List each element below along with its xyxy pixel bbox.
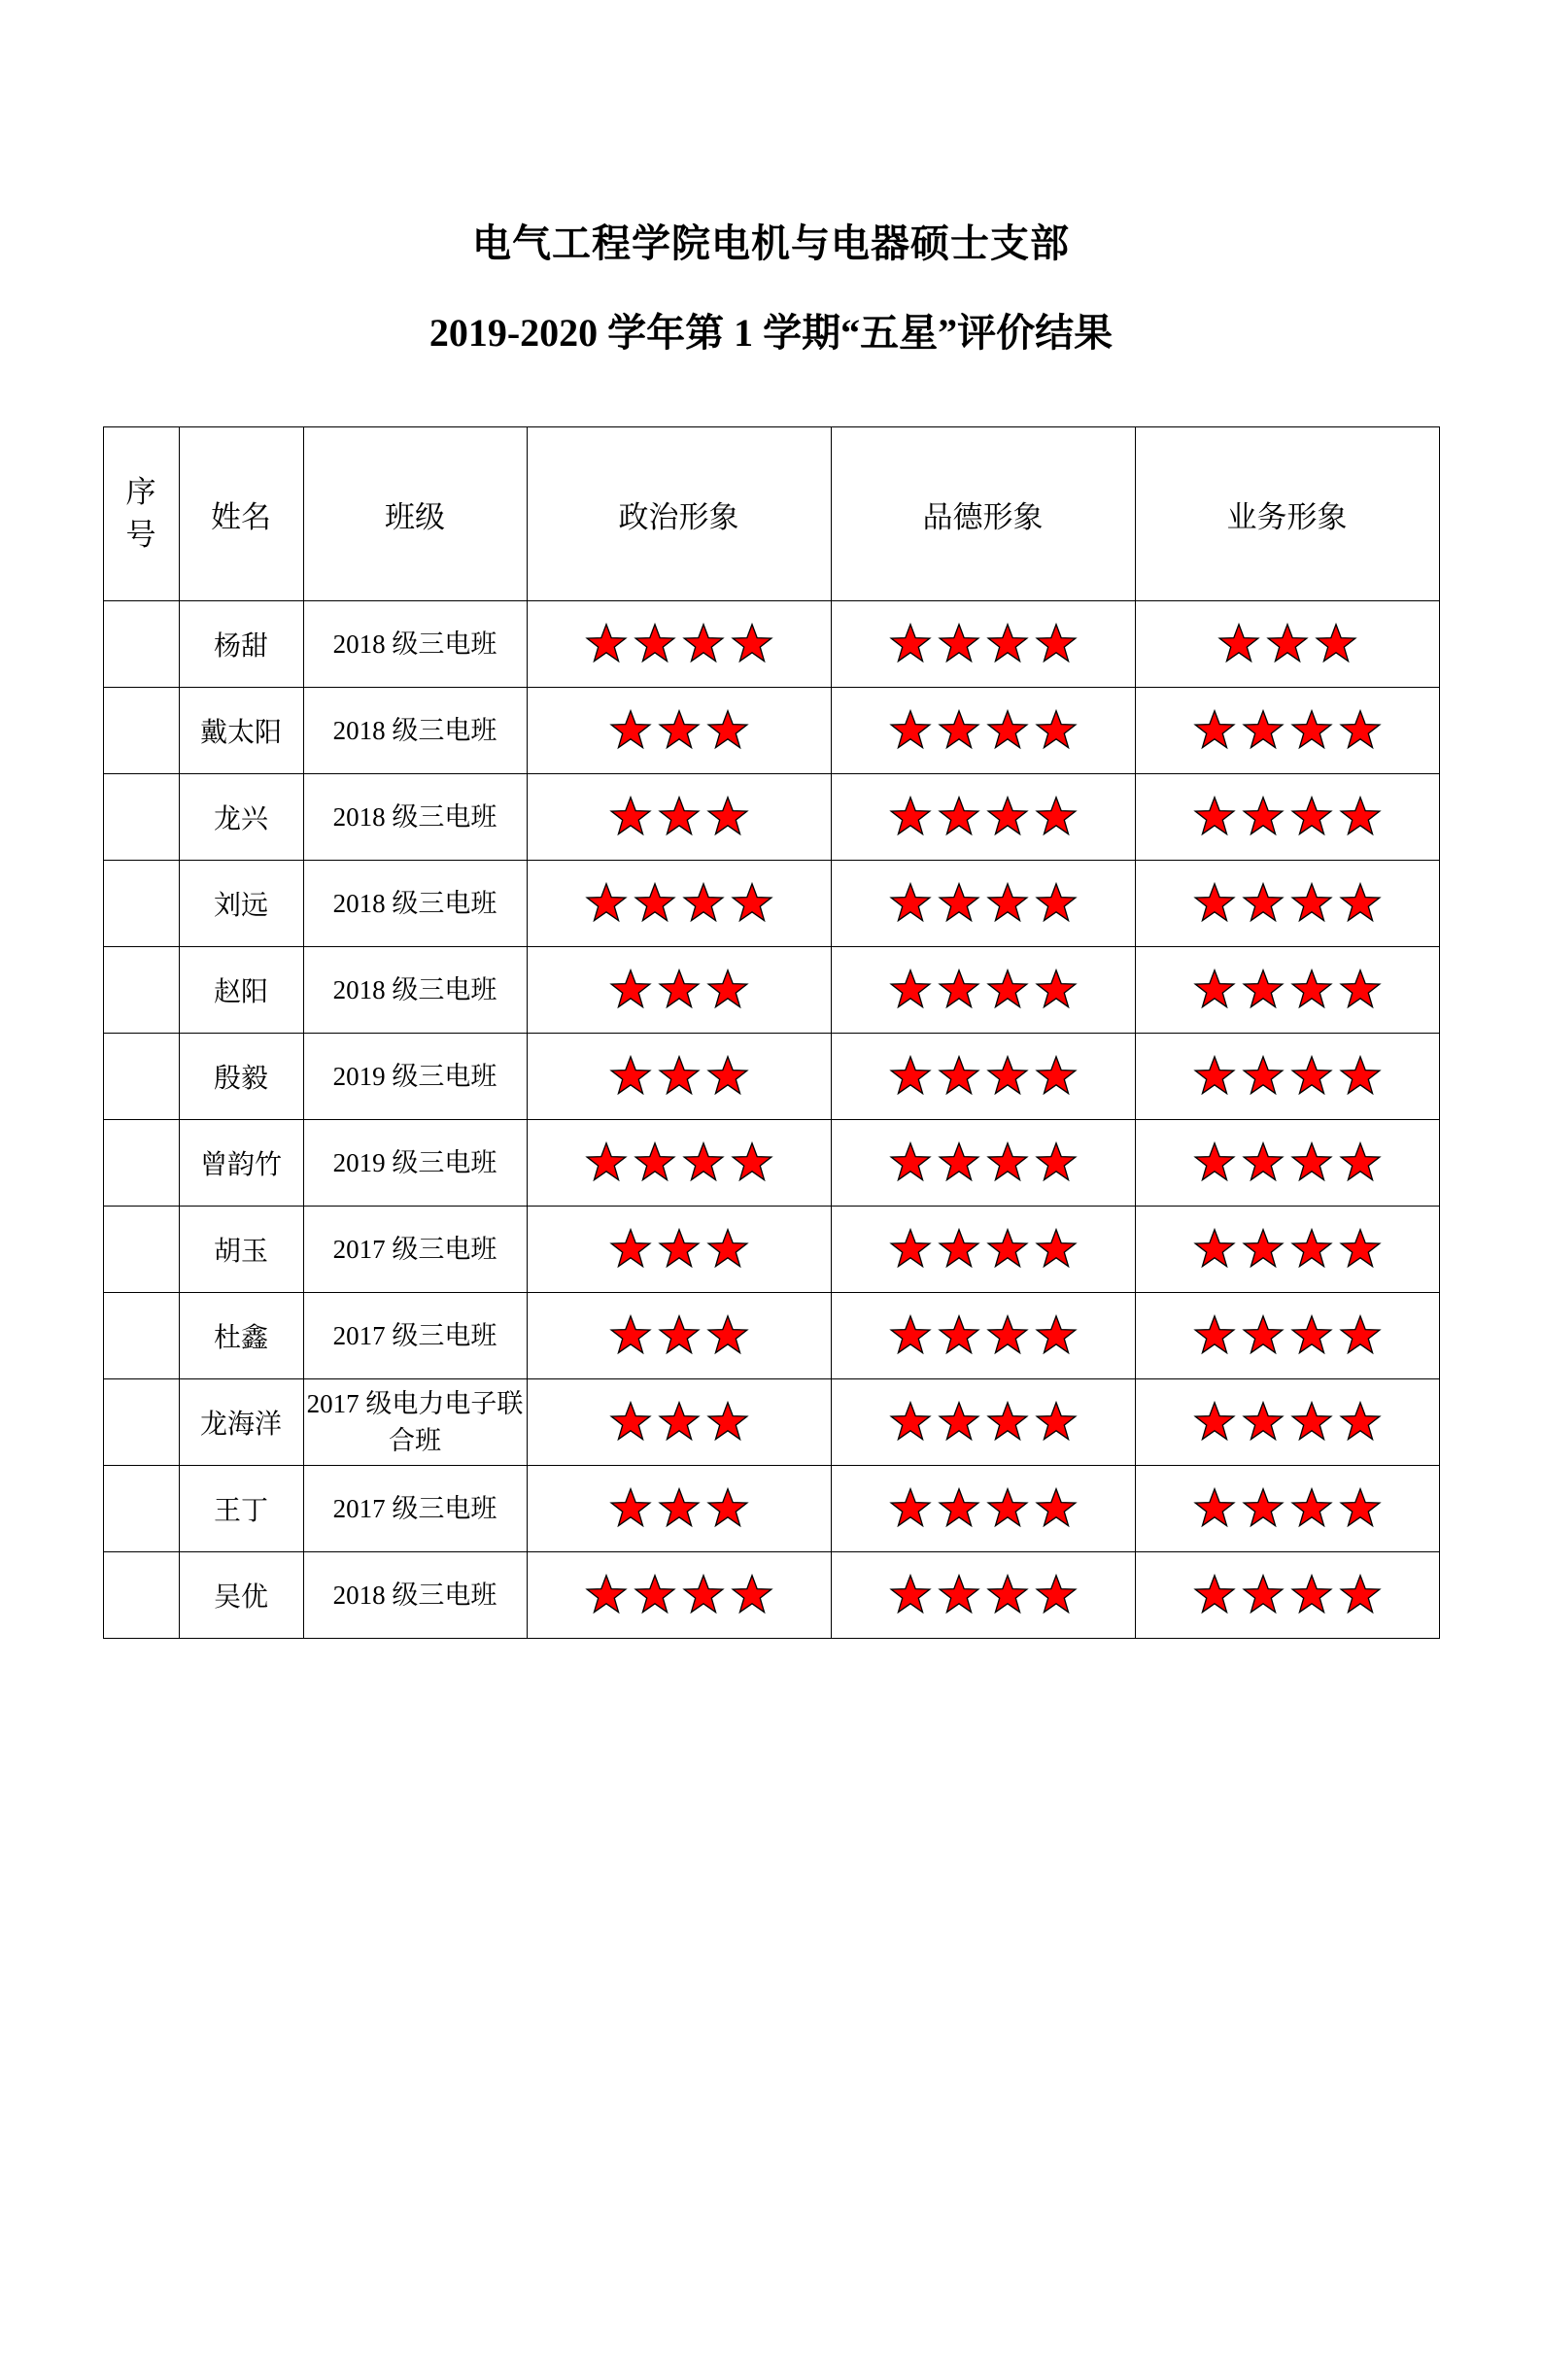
table-row xyxy=(103,688,1439,774)
star-icon xyxy=(938,1487,980,1530)
star-icon xyxy=(706,969,749,1011)
star-icon xyxy=(731,623,773,665)
star-icon xyxy=(658,1055,701,1098)
star-icon xyxy=(609,1055,652,1098)
star-rating-moral xyxy=(832,1379,1135,1465)
cell-political-image xyxy=(527,1120,831,1207)
star-icon xyxy=(1193,969,1236,1011)
star-icon xyxy=(658,1314,701,1357)
star-icon xyxy=(706,1055,749,1098)
star-icon xyxy=(1290,1055,1333,1098)
star-rating-political xyxy=(528,1207,831,1292)
star-rating-professional xyxy=(1136,947,1439,1033)
star-rating-professional xyxy=(1136,1552,1439,1638)
star-icon xyxy=(1242,1141,1285,1184)
star-icon xyxy=(609,1314,652,1357)
star-icon xyxy=(1035,1574,1078,1616)
star-icon xyxy=(1290,969,1333,1011)
cell-class: 2018 级三电班 xyxy=(303,688,527,774)
star-icon xyxy=(938,882,980,925)
table-header xyxy=(103,427,1439,601)
star-icon xyxy=(1193,796,1236,838)
cell-political-image xyxy=(527,601,831,688)
cell-professional-image xyxy=(1135,1034,1439,1120)
cell-index xyxy=(103,1552,179,1639)
star-icon xyxy=(1242,796,1285,838)
document-title xyxy=(0,199,1542,378)
cell-index xyxy=(103,1466,179,1552)
star-rating-political xyxy=(528,1552,831,1638)
cell-name: 王丁 xyxy=(179,1466,303,1552)
cell-moral-image xyxy=(831,947,1135,1034)
star-rating-professional xyxy=(1136,1466,1439,1551)
star-icon xyxy=(1242,1228,1285,1271)
star-icon xyxy=(585,882,628,925)
star-icon xyxy=(938,1228,980,1271)
cell-class: 2017 级电力电子联合班 xyxy=(303,1379,527,1466)
star-icon xyxy=(634,1141,676,1184)
star-icon xyxy=(1290,1574,1333,1616)
star-icon xyxy=(938,1314,980,1357)
star-icon xyxy=(1242,1487,1285,1530)
star-icon xyxy=(1290,1314,1333,1357)
cell-professional-image xyxy=(1135,1207,1439,1293)
star-icon xyxy=(986,796,1029,838)
column-header-professional-image: 业务形象 xyxy=(1135,427,1439,601)
star-icon xyxy=(1242,1401,1285,1444)
cell-index xyxy=(103,1293,179,1379)
column-header-index-char1: 序 xyxy=(125,475,156,509)
star-rating-professional xyxy=(1136,774,1439,860)
star-icon xyxy=(706,1487,749,1530)
star-icon xyxy=(634,1574,676,1616)
star-icon xyxy=(658,1487,701,1530)
star-icon xyxy=(609,796,652,838)
star-icon xyxy=(1035,969,1078,1011)
cell-political-image xyxy=(527,1552,831,1639)
star-icon xyxy=(938,1141,980,1184)
star-icon xyxy=(1193,1228,1236,1271)
star-rating-professional xyxy=(1136,1207,1439,1292)
cell-index xyxy=(103,1120,179,1207)
star-rating-moral xyxy=(832,1552,1135,1638)
table-row xyxy=(103,1466,1439,1552)
cell-name: 龙海洋 xyxy=(179,1379,303,1466)
star-icon xyxy=(889,1401,932,1444)
star-rating-professional xyxy=(1136,861,1439,946)
star-icon xyxy=(706,1314,749,1357)
column-header-name: 姓名 xyxy=(179,427,303,601)
star-icon xyxy=(1339,1141,1382,1184)
star-rating-professional xyxy=(1136,688,1439,773)
cell-political-image xyxy=(527,1466,831,1552)
star-icon xyxy=(585,1574,628,1616)
cell-political-image xyxy=(527,1379,831,1466)
star-icon xyxy=(986,1314,1029,1357)
table-row xyxy=(103,1120,1439,1207)
star-icon xyxy=(1339,796,1382,838)
star-icon xyxy=(1315,623,1357,665)
star-rating-professional xyxy=(1136,1379,1439,1465)
table-body xyxy=(103,601,1439,1639)
cell-name: 赵阳 xyxy=(179,947,303,1034)
star-rating-political xyxy=(528,1293,831,1378)
cell-name: 戴太阳 xyxy=(179,688,303,774)
star-icon xyxy=(1193,1401,1236,1444)
cell-name: 杜鑫 xyxy=(179,1293,303,1379)
star-icon xyxy=(585,1141,628,1184)
cell-class: 2017 级三电班 xyxy=(303,1293,527,1379)
cell-name: 刘远 xyxy=(179,861,303,947)
cell-index xyxy=(103,1034,179,1120)
star-icon xyxy=(706,1228,749,1271)
column-header-moral-image: 品德形象 xyxy=(831,427,1135,601)
title-line-1: 电气工程学院电机与电器硕士支部 xyxy=(472,221,1070,265)
star-icon xyxy=(986,623,1029,665)
star-icon xyxy=(609,709,652,752)
star-icon xyxy=(1339,1228,1382,1271)
title-line-2: 2019-2020 学年第 1 学期“五星”评价结果 xyxy=(428,311,1114,355)
star-icon xyxy=(1193,709,1236,752)
star-icon xyxy=(938,1055,980,1098)
star-icon xyxy=(986,709,1029,752)
star-icon xyxy=(706,1401,749,1444)
star-icon xyxy=(585,623,628,665)
table-row xyxy=(103,774,1439,861)
star-icon xyxy=(889,1055,932,1098)
cell-professional-image xyxy=(1135,1552,1439,1639)
star-icon xyxy=(1339,1055,1382,1098)
star-icon xyxy=(658,1228,701,1271)
table-row xyxy=(103,601,1439,688)
cell-moral-image xyxy=(831,601,1135,688)
star-icon xyxy=(1035,1141,1078,1184)
star-icon xyxy=(731,1574,773,1616)
cell-index xyxy=(103,861,179,947)
star-icon xyxy=(1193,1574,1236,1616)
star-icon xyxy=(1035,623,1078,665)
star-rating-moral xyxy=(832,601,1135,687)
cell-name: 吴优 xyxy=(179,1552,303,1639)
star-icon xyxy=(1242,969,1285,1011)
star-rating-political xyxy=(528,688,831,773)
star-rating-political xyxy=(528,947,831,1033)
star-icon xyxy=(1290,1141,1333,1184)
star-icon xyxy=(706,709,749,752)
star-icon xyxy=(1339,969,1382,1011)
cell-moral-image xyxy=(831,1379,1135,1466)
star-icon xyxy=(1242,882,1285,925)
star-icon xyxy=(1290,796,1333,838)
cell-moral-image xyxy=(831,1466,1135,1552)
star-icon xyxy=(682,623,725,665)
cell-class: 2018 级三电班 xyxy=(303,1552,527,1639)
cell-class: 2017 级三电班 xyxy=(303,1207,527,1293)
star-icon xyxy=(1193,1055,1236,1098)
cell-moral-image xyxy=(831,1120,1135,1207)
star-rating-moral xyxy=(832,1120,1135,1206)
cell-name: 胡玉 xyxy=(179,1207,303,1293)
star-icon xyxy=(658,709,701,752)
cell-political-image xyxy=(527,861,831,947)
star-icon xyxy=(658,796,701,838)
table-row xyxy=(103,1379,1439,1466)
star-icon xyxy=(609,1401,652,1444)
cell-class: 2019 级三电班 xyxy=(303,1120,527,1207)
star-rating-moral xyxy=(832,947,1135,1033)
cell-index xyxy=(103,774,179,861)
star-icon xyxy=(682,1141,725,1184)
star-icon xyxy=(986,1055,1029,1098)
star-icon xyxy=(889,882,932,925)
star-icon xyxy=(682,882,725,925)
table-row xyxy=(103,947,1439,1034)
cell-political-image xyxy=(527,1034,831,1120)
star-icon xyxy=(986,1487,1029,1530)
star-icon xyxy=(1290,1401,1333,1444)
star-icon xyxy=(1290,882,1333,925)
star-icon xyxy=(1035,1228,1078,1271)
star-icon xyxy=(1242,1314,1285,1357)
table-row xyxy=(103,1207,1439,1293)
evaluation-table xyxy=(103,426,1440,1639)
star-icon xyxy=(889,796,932,838)
cell-moral-image xyxy=(831,688,1135,774)
star-icon xyxy=(889,1228,932,1271)
star-icon xyxy=(1035,1487,1078,1530)
star-icon xyxy=(1339,1574,1382,1616)
document-page xyxy=(0,199,1542,2380)
star-icon xyxy=(938,969,980,1011)
star-rating-moral xyxy=(832,861,1135,946)
star-rating-moral xyxy=(832,1293,1135,1378)
star-icon xyxy=(706,796,749,838)
star-icon xyxy=(938,1574,980,1616)
star-icon xyxy=(1193,1487,1236,1530)
star-rating-political xyxy=(528,1379,831,1465)
star-icon xyxy=(634,623,676,665)
star-rating-moral xyxy=(832,1034,1135,1119)
star-icon xyxy=(889,709,932,752)
star-icon xyxy=(634,882,676,925)
star-rating-professional xyxy=(1136,1034,1439,1119)
cell-class: 2017 级三电班 xyxy=(303,1466,527,1552)
cell-political-image xyxy=(527,1207,831,1293)
star-icon xyxy=(1266,623,1309,665)
star-icon xyxy=(938,796,980,838)
cell-class: 2019 级三电班 xyxy=(303,1034,527,1120)
star-icon xyxy=(1193,1314,1236,1357)
star-icon xyxy=(1242,1055,1285,1098)
cell-name: 杨甜 xyxy=(179,601,303,688)
cell-class: 2018 级三电班 xyxy=(303,774,527,861)
cell-name: 曾韵竹 xyxy=(179,1120,303,1207)
cell-professional-image xyxy=(1135,1466,1439,1552)
cell-professional-image xyxy=(1135,1293,1439,1379)
star-rating-moral xyxy=(832,774,1135,860)
cell-moral-image xyxy=(831,1034,1135,1120)
cell-professional-image xyxy=(1135,947,1439,1034)
star-icon xyxy=(1035,882,1078,925)
cell-political-image xyxy=(527,774,831,861)
table-row xyxy=(103,1293,1439,1379)
star-icon xyxy=(889,1487,932,1530)
star-icon xyxy=(986,882,1029,925)
star-icon xyxy=(1290,1228,1333,1271)
star-icon xyxy=(1193,1141,1236,1184)
cell-political-image xyxy=(527,688,831,774)
column-header-class: 班级 xyxy=(303,427,527,601)
star-icon xyxy=(938,623,980,665)
star-icon xyxy=(938,1401,980,1444)
column-header-index xyxy=(103,427,179,601)
table-row xyxy=(103,1034,1439,1120)
cell-index xyxy=(103,1379,179,1466)
star-icon xyxy=(938,709,980,752)
star-icon xyxy=(1035,796,1078,838)
star-rating-moral xyxy=(832,1466,1135,1551)
column-header-political-image: 政治形象 xyxy=(527,427,831,601)
star-rating-moral xyxy=(832,1207,1135,1292)
star-icon xyxy=(889,969,932,1011)
star-rating-political xyxy=(528,1466,831,1551)
cell-name: 殷毅 xyxy=(179,1034,303,1120)
cell-moral-image xyxy=(831,861,1135,947)
cell-index xyxy=(103,688,179,774)
star-rating-moral xyxy=(832,688,1135,773)
star-icon xyxy=(986,1141,1029,1184)
star-icon xyxy=(986,1228,1029,1271)
star-icon xyxy=(609,1228,652,1271)
star-rating-professional xyxy=(1136,601,1439,687)
column-header-index-char2: 号 xyxy=(125,518,156,552)
star-rating-political xyxy=(528,601,831,687)
star-icon xyxy=(1339,1314,1382,1357)
table-row xyxy=(103,861,1439,947)
star-icon xyxy=(889,1314,932,1357)
star-icon xyxy=(1290,1487,1333,1530)
cell-class: 2018 级三电班 xyxy=(303,601,527,688)
star-rating-political xyxy=(528,861,831,946)
star-rating-professional xyxy=(1136,1120,1439,1206)
cell-professional-image xyxy=(1135,774,1439,861)
star-icon xyxy=(658,1401,701,1444)
star-icon xyxy=(986,969,1029,1011)
star-icon xyxy=(1290,709,1333,752)
star-icon xyxy=(1339,882,1382,925)
cell-name: 龙兴 xyxy=(179,774,303,861)
cell-index xyxy=(103,601,179,688)
star-icon xyxy=(1035,1055,1078,1098)
star-icon xyxy=(1217,623,1260,665)
cell-moral-image xyxy=(831,1552,1135,1639)
star-icon xyxy=(1339,1487,1382,1530)
star-rating-political xyxy=(528,1034,831,1119)
cell-index xyxy=(103,947,179,1034)
cell-class: 2018 级三电班 xyxy=(303,947,527,1034)
cell-professional-image xyxy=(1135,1120,1439,1207)
star-icon xyxy=(1339,709,1382,752)
star-icon xyxy=(1339,1401,1382,1444)
star-icon xyxy=(986,1574,1029,1616)
star-icon xyxy=(1035,1401,1078,1444)
cell-moral-image xyxy=(831,774,1135,861)
cell-moral-image xyxy=(831,1207,1135,1293)
cell-index xyxy=(103,1207,179,1293)
cell-class: 2018 级三电班 xyxy=(303,861,527,947)
star-icon xyxy=(1242,1574,1285,1616)
star-icon xyxy=(731,1141,773,1184)
star-icon xyxy=(1035,1314,1078,1357)
cell-political-image xyxy=(527,947,831,1034)
cell-political-image xyxy=(527,1293,831,1379)
star-icon xyxy=(658,969,701,1011)
star-rating-political xyxy=(528,774,831,860)
cell-professional-image xyxy=(1135,688,1439,774)
star-rating-political xyxy=(528,1120,831,1206)
star-icon xyxy=(1242,709,1285,752)
star-icon xyxy=(889,1141,932,1184)
star-icon xyxy=(682,1574,725,1616)
cell-moral-image xyxy=(831,1293,1135,1379)
star-icon xyxy=(889,1574,932,1616)
star-icon xyxy=(986,1401,1029,1444)
star-icon xyxy=(609,1487,652,1530)
star-rating-professional xyxy=(1136,1293,1439,1378)
star-icon xyxy=(889,623,932,665)
star-icon xyxy=(1035,709,1078,752)
star-icon xyxy=(609,969,652,1011)
cell-professional-image xyxy=(1135,601,1439,688)
table-row xyxy=(103,1552,1439,1639)
table-header-row xyxy=(103,427,1439,601)
star-icon xyxy=(731,882,773,925)
star-icon xyxy=(1193,882,1236,925)
cell-professional-image xyxy=(1135,1379,1439,1466)
cell-professional-image xyxy=(1135,861,1439,947)
